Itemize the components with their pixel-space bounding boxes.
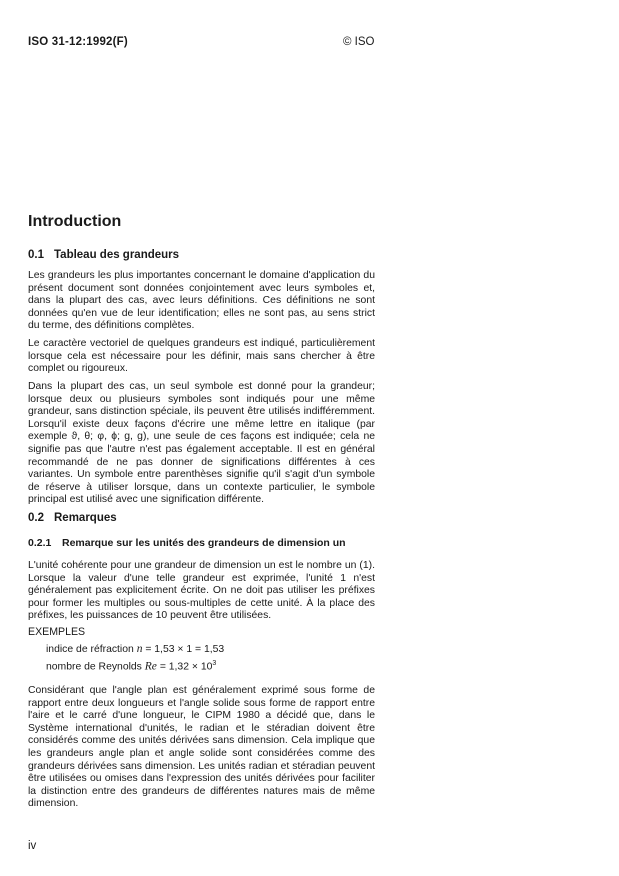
section-heading-0-1 (28, 249, 179, 261)
examples-label: EXEMPLES (28, 626, 86, 638)
page-title: Introduction (28, 213, 122, 230)
example-expression: = 1,53 × 1 = 1,53 (145, 644, 225, 655)
example-expression: = 1,32 × 10 (159, 661, 213, 673)
paragraph-tableau-1: Les grandeurs les plus importantes concernant le domaine d'application du présent document sont données conjointement avec leurs symboles et, dans la plupart des cas, avec leurs définitions. Ces définitions ne sont données qu'en vue de leur identification; elles ne sont pas, au sens strict du terme, des définitions complètes. (28, 270, 375, 332)
section-number: 0.2 (28, 512, 44, 524)
section-title: Remarque sur les unités des grandeurs de dimension un (62, 537, 346, 549)
section-number: 0.2.1 (28, 537, 52, 549)
header-standard-id: ISO 31-12:1992(F) (28, 36, 128, 48)
example-text: indice de réfraction (46, 644, 134, 655)
section-number: 0.1 (28, 249, 44, 261)
section-title: Remarques (54, 512, 117, 524)
example-symbol: Re (144, 660, 157, 673)
example-symbol: n (136, 643, 143, 655)
paragraph-remarque-1: L'unité cohérente pour une grandeur de dimension un est le nombre un (1). Lorsque la valeur d'une telle grandeur est exprimée, l'unité 1 n'est généralement pas explicitement écrite. On ne doit pas utiliser les préfixes pour former les multiples ou sous-multiples de cette unité. À la place des préfixes, les puissances de 10 peuvent être utilisées. (28, 560, 375, 622)
section-heading-0-2-1 (28, 537, 346, 549)
example-reynolds-number (46, 660, 216, 672)
example-refraction-index (46, 643, 224, 655)
paragraph-remarque-2: Considérant que l'angle plan est généralement exprimé sous forme de rapport entre deux longueurs et l'angle solide sous forme de rapport entre l'aire et le carré d'une longueur, le CIPM 1980 a décidé que, dans le Système international d'unités, le radian et le stéradian doivent être considérés comme des unités dérivées sans dimension. Cela implique que les grandeurs angle plan et angle solide sont considérées comme des grandeurs dérivées sans dimension. Les unités radian et stéradian peuvent être utilisées ou omises dans l'expression des unités dérivées pour faciliter la distinction entre des grandeurs de différentes natures mais de même dimension. (28, 685, 375, 810)
example-exponent: 3 (212, 660, 217, 667)
page-number: iv (28, 840, 37, 852)
example-text: nombre de Reynolds (46, 661, 142, 673)
section-title: Tableau des grandeurs (54, 249, 180, 261)
header-copyright: © ISO (343, 36, 375, 48)
section-heading-0-2 (28, 512, 117, 524)
paragraph-tableau-2: Le caractère vectoriel de quelques grandeurs est indiqué, particulièrement lorsque cela est nécessaire pour les définir, mais sans chercher à être complet ou rigoureux. (28, 338, 375, 375)
paragraph-tableau-3: Dans la plupart des cas, un seul symbole est donné pour la grandeur; lorsque deux ou plusieurs symboles sont indiqués pour une même grandeur, sans distinction spéciale, ils peuvent être utilisés indifféremment. Lorsqu'il existe deux façons d'écrire une même lettre en italique (par exemple ϑ, θ; φ, ϕ; g, g), une seule de ces façons est indiquée; cela ne signifie pas que l'autre n'est pas également acceptable. Il est en général recommandé de ne pas donner de significations différentes à ces variantes. Un symbole entre parenthèses signifie qu'il s'agit d'un symbole de réserve à utiliser lorsque, dans un contexte particulier, le symbole principal est utilisé avec une signification différente. (28, 381, 375, 506)
